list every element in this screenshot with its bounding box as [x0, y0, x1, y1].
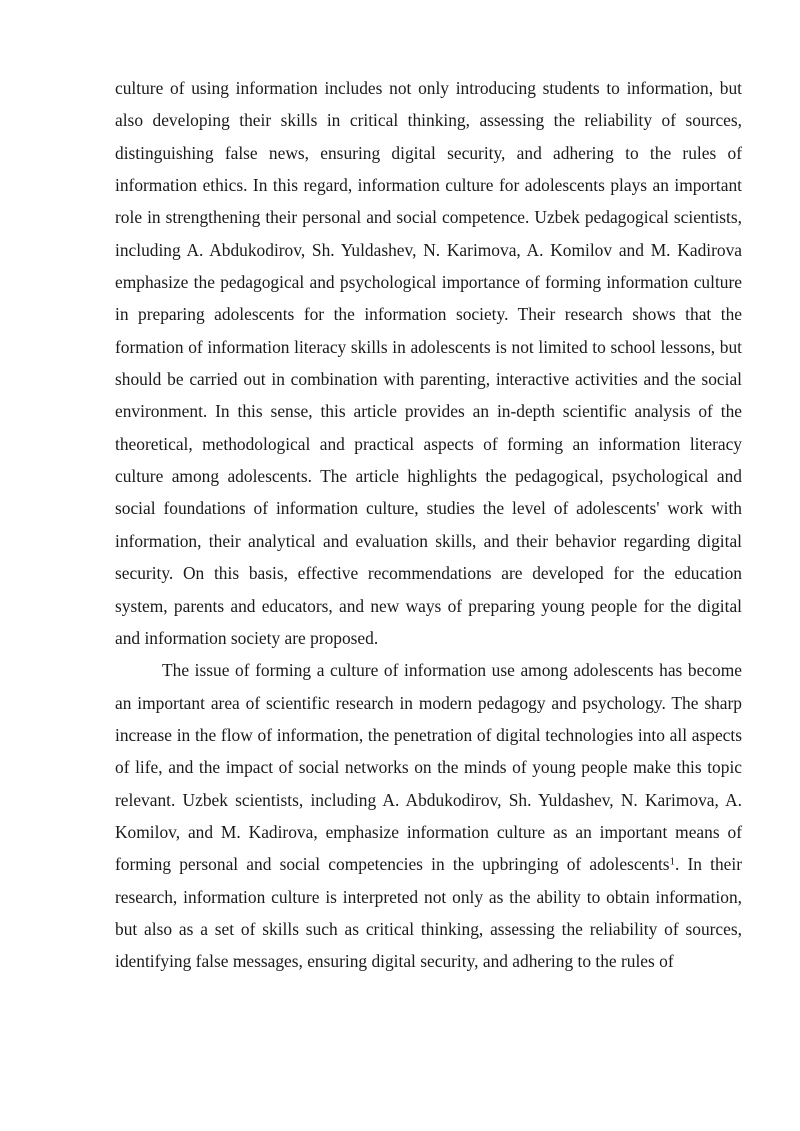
footnote-marker[interactable]: 1: [669, 855, 675, 868]
paragraph-1: [115, 72, 742, 654]
document-body: [115, 72, 742, 978]
paragraph-2-text-end: . In their research, information culture is interpreted not only as the ability to obtain information, but also as a set of skills such as critical thinking, assessing the reliability of sources, identifying false messages, ensuring digital security, and adhering to the rules of: [115, 854, 743, 972]
paragraph-2: [115, 654, 742, 977]
paragraph-2-text-start: The issue of forming a culture of information use among adolescents has become an important area of scientific research in modern pedagogy and psychology. The sharp increase in the flow of information, the penetration of digital technologies into all aspects of life, and the impact of social networks on the minds of young people make this topic relevant. Uzbek scientists, including A. Abdukodirov, Sh. Yuldashev, N. Karimova, A. Komilov, and M. Kadirova, emphasize information culture as an important means of forming personal and social competencies in the upbringing of adolescents: [115, 660, 742, 875]
paragraph-1-text: culture of using information includes not only introducing students to information, but also developing their skills in critical thinking, assessing the reliability of sources, distinguishing false news, ensuring digital security, and adhering to the rules of information ethics. In this regard, information culture for adolescents plays an important role in strengthening their personal and social competence. Uzbek pedagogical scientists, including A. Abdukodirov, Sh. Yuldashev, N. Karimova, A. Komilov and M. Kadirova emphasize the pedagogical and psychological importance of forming information culture in preparing adolescents for the information society. Their research shows that the formation of information literacy skills in adolescents is not limited to school lessons, but should be carried out in combination with parenting, interactive activities and the social environment. In this sense, this article provides an in-depth scientific analysis of the theoretical, methodological and practical aspects of forming an information literacy culture among adolescents. The article highlights the pedagogical, psychological and social foundations of information culture, studies the level of adolescents' work with information, their analytical and evaluation skills, and their behavior regarding digital security. On this basis, effective recommendations are developed for the education system, parents and educators, and new ways of preparing young people for the digital and information society are proposed.: [115, 78, 742, 648]
